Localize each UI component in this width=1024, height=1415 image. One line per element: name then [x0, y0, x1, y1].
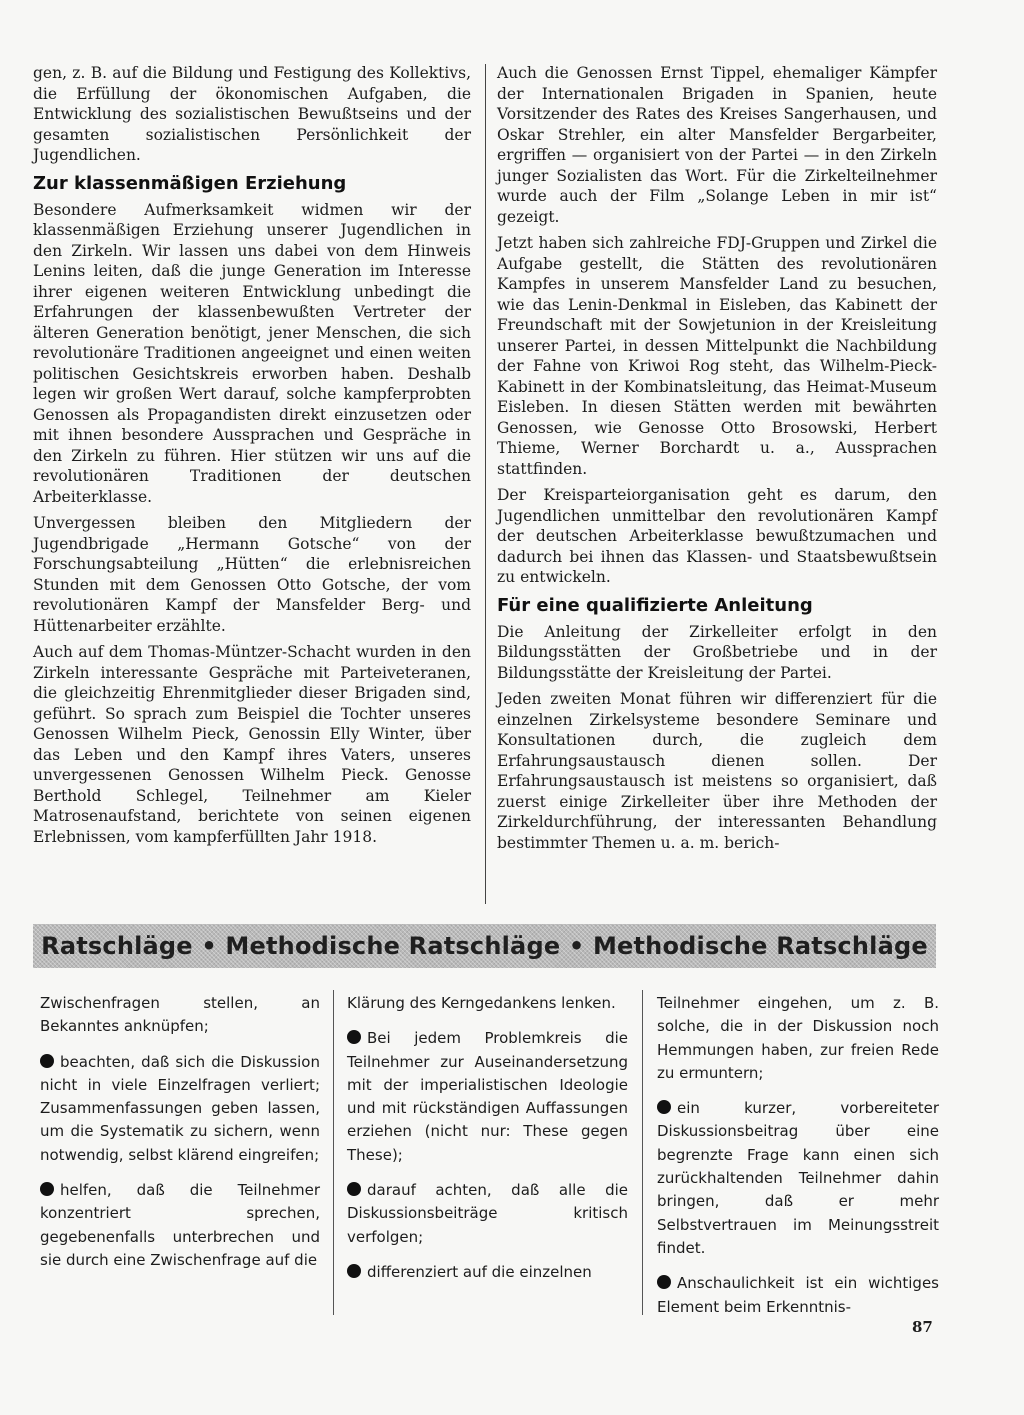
article-paragraph: Auch auf dem Thomas-Müntzer-Schacht wurden in den Zirkeln interessante Gespräche mit Parteiveteranen, die gleichzeitig Ehrenmitglieder dieser Brigaden sind, geführt. So sprach zum Beispiel die Tochter unseres Genossen Wilhelm Pieck, Genossin Elly Winter, über das Leben und den Kampf ihres Vaters, unseres unvergessenen Genossen Wilhelm Pieck. Genosse Berthold Schlegel, Teilnehmer am Kieler Matrosenaufstand, berichtete von seinen eigenen Erlebnissen, vom kampferfüllten Jahr 1918.	[33, 643, 471, 846]
tip-item: Klärung des Kerngedankens lenken.	[347, 994, 616, 1012]
tips-column-divider	[333, 990, 334, 1315]
article-left-column	[33, 63, 471, 853]
article-paragraph: Unvergessen bleiben den Mitgliedern der Jugendbrigade „Hermann Gotsche“ von der Forschungsabteilung „Hütten“ die erlebnisreichen Stunden mit dem Genossen Otto Gotsche, der vom revolutionären Kampf der Mansfelder Berg- und Hüttenarbeiter erzählte.	[33, 514, 471, 635]
tips-column-3	[657, 992, 939, 1331]
column-divider	[485, 64, 486, 904]
tips-column-2	[347, 992, 628, 1296]
bullet-icon	[40, 1182, 54, 1196]
tip-item: Anschaulichkeit ist ein wichtiges Element beim Erkenntnis-	[657, 1274, 939, 1316]
page-number: 87	[912, 1318, 933, 1336]
article-paragraph: Jetzt haben sich zahlreiche FDJ-Gruppen und Zirkel die Aufgabe gestellt, die Stätten des revolutionären Kampfes in unserem Mansfelder Land zu besuchen, wie das Lenin-Denkmal in Eisleben, das Kabinett der Freundschaft mit der Sowjetunion in der Kreisleitung unserer Partei, in dessen Mittelpunkt die Nachbildung der Fahne von Kriwoi Rog steht, das Wilhelm-Pieck-Kabinett in der Kombinatsleitung, das Heimat-Museum Eisleben. In diesen Stätten werden mit bewährten Genossen, wie Genosse Otto Brosowski, Herbert Thieme, Werner Borchardt u. a., Aussprachen stattfinden.	[497, 234, 937, 478]
tips-banner-text: Ratschläge • Methodische Ratschläge • Methodische Ratschläge	[41, 932, 928, 960]
tips-column-divider	[642, 990, 643, 1315]
section-heading-class-education: Zur klassenmäßigen Erziehung	[33, 172, 347, 194]
tips-column-1	[40, 992, 320, 1284]
tip-item: ein kurzer, vorbereiteter Diskussionsbeitrag über eine begrenzte Frage kann einen sich zurückhaltenden Teilnehmer dahin bringen, daß er mehr Selbstvertrauen im Meinungsstreit findet.	[657, 1099, 939, 1257]
article-right-column	[497, 63, 937, 859]
bullet-icon	[347, 1182, 361, 1196]
tip-item: darauf achten, daß alle die Diskussionsbeiträge kritisch verfolgen;	[347, 1181, 628, 1246]
tip-item: beachten, daß sich die Diskussion nicht in viele Einzelfragen verliert; Zusammenfassungen geben lassen, um die Systematik zu sichern, wenn notwendig, selbst klärend eingreifen;	[40, 1052, 320, 1164]
bullet-icon	[657, 1100, 671, 1114]
bullet-icon	[347, 1030, 361, 1044]
tip-item: Teilnehmer eingehen, um z. B. solche, die in der Diskussion noch Hemmungen haben, zur freien Rede zu ermuntern;	[657, 994, 939, 1082]
tip-item: Zwischenfragen stellen, an Bekanntes anknüpfen;	[40, 994, 320, 1036]
article-paragraph: Besondere Aufmerksamkeit widmen wir der klassenmäßigen Erziehung unserer Jugendlichen in den Zirkeln. Wir lassen uns dabei von dem Hinweis Lenins leiten, daß die junge Generation im Interesse ihrer eigenen weiteren Entwicklung unbedingt die Erfahrungen der klassenbewußten Vertreter der älteren Generation benötigt, jener Menschen, die sich revolutionäre Traditionen angeeignet und einen weiten politischen Gesichtskreis erworben haben. Deshalb legen wir großen Wert darauf, solche kampferprobten Genossen als Propagandisten direkt einzusetzen oder mit ihnen besondere Aussprachen und Gespräche in den Zirkeln zu führen. Hier stützen wir uns auf die revolutionären Traditionen der deutschen Arbeiterklasse.	[33, 200, 471, 506]
article-paragraph: gen, z. B. auf die Bildung und Festigung des Kollektivs, die Erfüllung der ökonomischen Aufgaben, die Entwicklung des sozialistischen Bewußtseins und der gesamten sozialistischen Persönlichkeit der Jugendlichen.	[33, 64, 471, 164]
bullet-icon	[347, 1264, 361, 1278]
article-paragraph: Auch die Genossen Ernst Tippel, ehemaliger Kämpfer der Internationalen Brigaden in Spanien, heute Vorsitzender des Rates des Kreises Sangerhausen, und Oskar Strehler, ein alter Mansfelder Bergarbeiter, ergriffen — organisiert von der Partei — in den Zirkeln junger Sozialisten das Wort. Für die Zirkelteilnehmer wurde auch der Film „Solange Leben in mir ist“ gezeigt.	[497, 64, 937, 226]
tips-banner	[33, 924, 936, 968]
bullet-icon	[40, 1054, 54, 1068]
tip-item: Bei jedem Problemkreis die Teilnehmer zur Auseinandersetzung mit der imperialistischen Ideologie und mit rückständigen Auffassungen erziehen (nicht nur: These gegen These);	[347, 1029, 628, 1164]
tip-item: helfen, daß die Teilnehmer konzentriert sprechen, gegebenenfalls unterbrechen und sie durch eine Zwischenfrage auf die	[40, 1181, 320, 1269]
tip-item: differenziert auf die einzelnen	[347, 1261, 628, 1284]
bullet-icon	[657, 1275, 671, 1289]
section-heading-qualified-guidance: Für eine qualifizierte Anleitung	[497, 594, 813, 616]
article-paragraph: Der Kreisparteiorganisation geht es darum, den Jugendlichen unmittelbar den revolutionären Kampf der deutschen Arbeiterklasse bewußtzumachen und dadurch bei ihnen das Klassen- und Staatsbewußtsein zu entwickeln.	[497, 486, 937, 586]
article-paragraph: Jeden zweiten Monat führen wir differenziert für die einzelnen Zirkelsysteme besondere Seminare und Konsultationen durch, die zugleich dem Erfahrungsaustausch dienen sollen. Der Erfahrungsaustausch ist meistens so organisiert, daß zuerst einige Zirkelleiter über ihre Methoden der Zirkeldurchführung, der interessanten Behandlung bestimmter Themen u. a. m. berich-	[497, 690, 937, 852]
article-paragraph: Die Anleitung der Zirkelleiter erfolgt in den Bildungsstätten der Großbetriebe und in der Bildungsstätte der Kreisleitung der Partei.	[497, 622, 937, 682]
